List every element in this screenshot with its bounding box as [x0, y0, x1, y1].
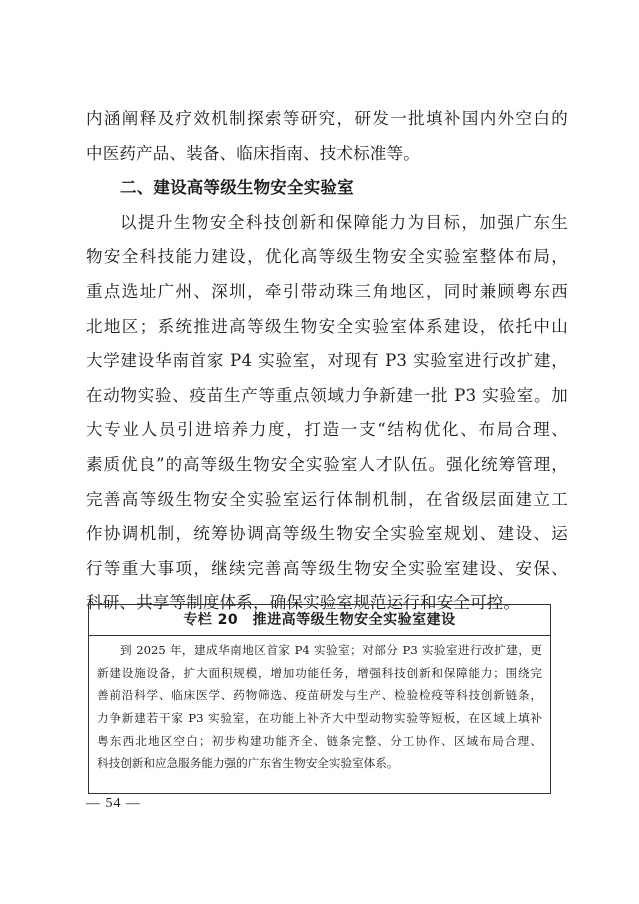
box-line: 到 2025 年，建成华南地区首家 P4 实验室；对部分 P3 实验室进行改扩建，更 — [120, 643, 542, 657]
box-title: 专栏 20 推进高等级生物安全实验室建设 — [89, 605, 550, 636]
box-line: 科技创新和应急服务能力强的广东省生物安全实验室体系。 — [97, 756, 399, 771]
body-text — [86, 102, 568, 621]
paragraph-line: 物安全科技能力建设，优化高等级生物安全实验室整体布局， — [86, 247, 568, 267]
box-body — [89, 636, 550, 775]
paragraph-line: 北地区；系统推进高等级生物安全实验室体系建设，依托中山 — [86, 316, 568, 336]
paragraph-line: 完善高等级生物安全实验室运行体制机制，在省级层面建立工 — [86, 489, 568, 509]
paragraph-line: 素质优良”的高等级生物安全实验室人才队伍。强化统筹管理， — [86, 454, 568, 474]
paragraph-line: 大专业人员引进培养力度，打造一支“结构优化、布局合理、 — [86, 420, 568, 440]
paragraph-line: 以提升生物安全科技创新和保障能力为目标，加强广东生 — [120, 212, 568, 232]
box-line: 新建设施设备，扩大面积规模，增加功能任务，增强科技创新和保障能力；围绕完 — [97, 665, 542, 680]
special-column-box — [88, 604, 551, 794]
paragraph-line: 在动物实验、疫苗生产等重点领域力争新建一批 P3 实验室。加 — [86, 385, 568, 405]
box-line: 善前沿科学、临床医学、药物筛选、疫苗研发与生产、检验检疫等科技创新链条， — [97, 688, 542, 703]
box-line: 力争新建若干家 P3 实验室，在功能上补齐大中型动物实验等短板，在区域上填补 — [97, 711, 542, 726]
paragraph-line: 行等重大事项，继续完善高等级生物安全实验室建设、安保、 — [86, 558, 568, 578]
paragraph-line: 内涵阐释及疗效机制探索等研究，研发一批填补国内外空白的 — [86, 109, 568, 128]
paragraph-line: 大学建设华南首家 P4 实验室，对现有 P3 实验室进行改扩建， — [86, 351, 568, 371]
paragraph-line: 科研、共享等制度体系，确保实验室规范运行和安全可控。 — [86, 593, 521, 613]
paragraph-line: 重点选址广州、深圳，牵引带动珠三角地区，同时兼顾粤东西 — [86, 281, 568, 301]
box-line: 粤东西北地区空白；初步构建功能齐全、链条完整、分工协作、区域布局合理、 — [97, 733, 542, 748]
paragraph-line: 作协调机制，统筹协调高等级生物安全实验室规划、建设、运 — [86, 524, 568, 544]
page-number: — 54 — — [86, 796, 141, 811]
paragraph-line: 中医药产品、装备、临床指南、技术标准等。 — [86, 143, 420, 163]
section-heading: 二、建设高等级生物安全实验室 — [120, 178, 354, 198]
